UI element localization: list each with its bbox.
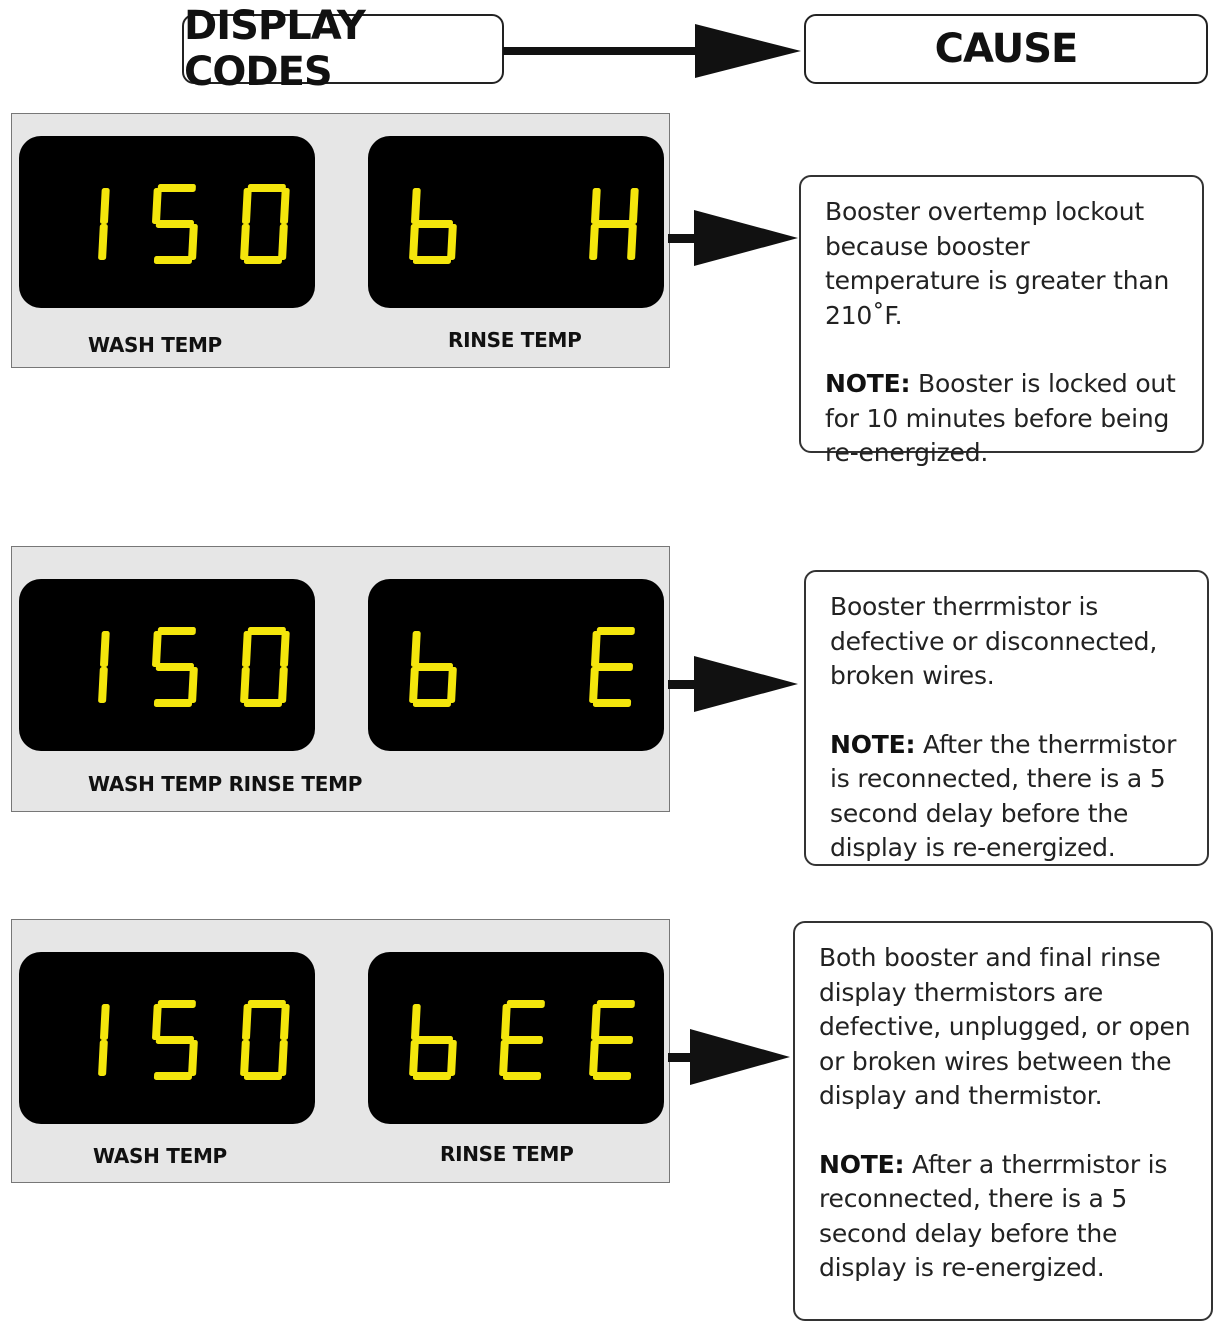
segment-g: [505, 1036, 543, 1044]
wash-temp-readout-2: [19, 579, 315, 751]
cause-text-1: Booster overtemp lockout because booster temperature is greater than 210˚F.: [825, 197, 1170, 330]
segment-e: [409, 1040, 419, 1076]
segment-digit: [409, 188, 459, 264]
cause-text-3: Both booster and final rinse display thermistors are defective, unplugged, or open or broken wires between the display and thermistor.: [819, 943, 1191, 1110]
cause-header: [804, 14, 1208, 84]
note-label-1: NOTE:: [825, 369, 911, 398]
segment-digit: [499, 1000, 545, 1080]
segment-digit: [150, 184, 200, 264]
wash-temp-display-1: [19, 136, 315, 308]
segment-d: [154, 699, 192, 707]
segment-a: [158, 627, 196, 635]
segment-c: [447, 1040, 457, 1076]
segment-a: [158, 184, 196, 192]
rinse-temp-label-1: RINSE TEMP: [448, 328, 582, 352]
rinse-temp-display-3: [368, 952, 664, 1124]
segment-c: [188, 667, 198, 703]
note-label-3: NOTE:: [819, 1149, 905, 1179]
segment-g: [156, 663, 194, 671]
segment-c: [98, 224, 108, 260]
segment-f: [591, 188, 601, 224]
cause-arrow-icon-2: [668, 656, 800, 714]
segment-g: [156, 220, 194, 228]
display-codes-header: [182, 3, 504, 95]
segment-digit: [409, 1004, 459, 1080]
note-text-3: After a therrmistor is reconnected, there is a 5 second delay before the display is re-energized.: [819, 1149, 1168, 1282]
segment-b: [280, 188, 290, 224]
segment-b: [629, 188, 639, 224]
wash-temp-readout-1: [19, 136, 315, 308]
wash-rinse-temp-label-2: WASH TEMP RINSE TEMP: [88, 772, 363, 796]
rinse-temp-label-3: RINSE TEMP: [440, 1142, 574, 1166]
segment-f: [152, 631, 162, 667]
wash-temp-display-2: [19, 579, 315, 751]
segment-e: [409, 667, 419, 703]
segment-digit: [98, 631, 110, 703]
segment-f: [591, 631, 601, 667]
segment-c: [278, 667, 288, 703]
cause-box-1: [799, 175, 1204, 467]
segment-digit: [240, 627, 290, 707]
segment-digit: [98, 188, 110, 260]
segment-digit: [589, 1000, 635, 1080]
segment-b: [100, 631, 110, 667]
segment-d: [244, 699, 282, 707]
segment-e: [409, 224, 419, 260]
segment-f: [152, 188, 162, 224]
cause-text-2: Booster therrmistor is defective or disconnected, broken wires.: [830, 592, 1158, 690]
segment-a: [248, 1000, 286, 1008]
segment-d: [154, 256, 192, 264]
segment-e: [240, 667, 250, 703]
segment-a: [248, 184, 286, 192]
segment-e: [499, 1040, 509, 1076]
rinse-temp-display-1: [368, 136, 664, 308]
segment-a: [248, 627, 286, 635]
rinse-temp-readout-1: [368, 136, 664, 308]
segment-c: [98, 1040, 108, 1076]
segment-f: [242, 188, 252, 224]
segment-f: [411, 1004, 421, 1040]
segment-b: [280, 1004, 290, 1040]
segment-digit: [589, 627, 635, 707]
cause-header-label: CAUSE: [934, 26, 1078, 72]
wash-temp-label-3: WASH TEMP: [93, 1144, 227, 1168]
note-label-2: NOTE:: [830, 729, 916, 759]
display-panel-1: [11, 113, 670, 368]
note-text-1: Booster is locked out for 10 minutes before being re-energized.: [825, 369, 1176, 467]
segment-a: [597, 1000, 635, 1008]
wash-temp-readout-3: [19, 952, 315, 1124]
cause-arrow-icon-1: [668, 210, 800, 268]
segment-f: [152, 1004, 162, 1040]
wash-temp-label-1: WASH TEMP: [88, 333, 222, 357]
segment-e: [240, 224, 250, 260]
segment-f: [242, 1004, 252, 1040]
segment-a: [507, 1000, 545, 1008]
segment-f: [591, 1004, 601, 1040]
segment-d: [413, 256, 451, 264]
segment-f: [242, 631, 252, 667]
segment-c: [98, 667, 108, 703]
segment-c: [447, 667, 457, 703]
rinse-temp-readout-2: [368, 579, 664, 751]
segment-c: [278, 1040, 288, 1076]
display-codes-header-label: DISPLAY CODES: [184, 3, 365, 95]
segment-f: [411, 631, 421, 667]
cause-box-3: [793, 921, 1213, 1321]
segment-a: [597, 627, 635, 635]
segment-digit: [150, 1000, 200, 1080]
note-text-2: After the therrmistor is reconnected, there is a 5 second delay before the display is re-energized.: [830, 729, 1177, 862]
segment-f: [411, 188, 421, 224]
segment-digit: [240, 1000, 290, 1080]
segment-g: [595, 1036, 633, 1044]
segment-c: [188, 1040, 198, 1076]
segment-d: [244, 1072, 282, 1080]
segment-digit: [240, 184, 290, 264]
rinse-temp-readout-3: [368, 952, 664, 1124]
header-arrow-icon: [503, 22, 803, 80]
segment-digit: [98, 1004, 110, 1076]
segment-d: [244, 256, 282, 264]
segment-b: [100, 188, 110, 224]
segment-d: [413, 699, 451, 707]
segment-digit: [409, 631, 459, 707]
segment-b: [100, 1004, 110, 1040]
segment-c: [278, 224, 288, 260]
wash-temp-display-3: [19, 952, 315, 1124]
cause-arrow-icon-3: [668, 1029, 792, 1087]
segment-e: [240, 1040, 250, 1076]
segment-c: [447, 224, 457, 260]
display-panel-3: [11, 919, 670, 1183]
segment-a: [158, 1000, 196, 1008]
segment-f: [501, 1004, 511, 1040]
segment-d: [593, 699, 631, 707]
display-panel-2: [11, 546, 670, 812]
segment-d: [413, 1072, 451, 1080]
segment-g: [595, 663, 633, 671]
segment-g: [156, 1036, 194, 1044]
segment-c: [627, 224, 637, 260]
segment-g: [415, 220, 453, 228]
segment-d: [593, 1072, 631, 1080]
cause-box-2: [804, 570, 1209, 866]
segment-b: [280, 631, 290, 667]
segment-g: [415, 1036, 453, 1044]
segment-digit: [150, 627, 200, 707]
segment-g: [595, 220, 633, 228]
segment-e: [589, 1040, 599, 1076]
segment-d: [154, 1072, 192, 1080]
segment-digit: [589, 188, 639, 260]
segment-c: [188, 224, 198, 260]
segment-d: [503, 1072, 541, 1080]
rinse-temp-display-2: [368, 579, 664, 751]
segment-e: [589, 224, 599, 260]
segment-g: [415, 663, 453, 671]
segment-e: [589, 667, 599, 703]
